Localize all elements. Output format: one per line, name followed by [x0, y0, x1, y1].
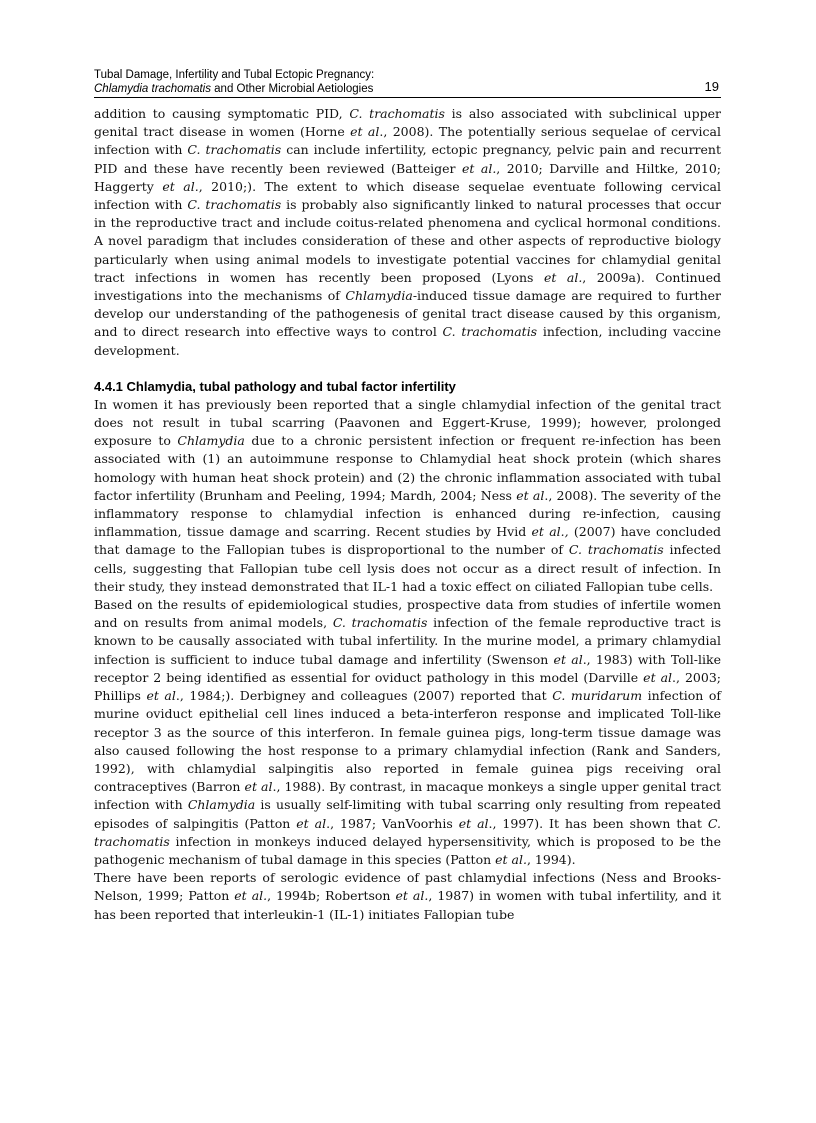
- text-run: , 2010;). The extent to which disease sequelae eventuate following cervical infection with: [94, 178, 721, 213]
- text-run: infection of murine oviduct epithelial cell lines induced a beta-interferon response and implicated Toll-like receptor 3 as the source of this interferon. In female guinea pigs, long-term tissue damage was also caused following the host response to a primary chlamydial infection (Rank and Sanders, 1992), with chlamydial salpingitis also reported in female guinea pigs receiving oral contraceptives (Barron: [94, 688, 721, 795]
- italic-term: C. muridarum: [552, 688, 643, 704]
- text-run: due to a chronic persistent infection or frequent re-infection has been associated with (1) an autoimmune response to Chlamydial heat shock protein (which shares homology with human heat shock protein) and (2) the chronic inflammation associated with tubal factor infertility (Brunham and Peeling, 1994; Mardh, 2004; Ness: [94, 433, 722, 503]
- italic-term: et al: [553, 651, 583, 667]
- header-title-line1: Tubal Damage, Infertility and Tubal Ectopic Pregnancy:: [94, 69, 375, 81]
- italic-term: et al: [458, 815, 489, 831]
- italic-term: C. trachomatis: [442, 324, 538, 340]
- text-run: infected cells, suggesting that Fallopian tube cell lysis does not occur as a direct result of infection. In their study, they instead demonstrated that IL-1 had a toxic effect on ciliated Fallopian tube cells.: [94, 542, 722, 594]
- italic-term: Chlamydia: [187, 797, 256, 813]
- header-divider: [94, 97, 721, 98]
- text-run: is usually self-limiting with tubal scarring only resulting from repeated episodes of salpingitis (Patton: [94, 797, 721, 831]
- paragraph: [94, 869, 721, 924]
- text-run: , 1987) in women with tubal infertility, and it has been reported that interleukin-1 (IL-1) initiates Fallopian tube: [94, 888, 721, 922]
- text-run: , 2009a). Continued investigations into the mechanisms of: [94, 269, 722, 304]
- text-run: -induced tissue damage are required to further develop our understanding of the pathogenesis of genital tract disease caused by this organism, and to direct research into effective ways to control: [94, 288, 722, 340]
- header-title-line2: [94, 82, 721, 96]
- text-run: In women it has previously been reported that a single chlamydial infection of the genital tract does not result in tubal scarring (Paavonen and Eggert-Kruse, 1999); however, prolonged exposure to: [94, 396, 721, 449]
- text-run: ., 1987; VanVoorhis: [326, 815, 459, 831]
- text-run: Based on the results of epidemiological studies, prospective data from studies of infertile women and on results from animal models,: [94, 597, 721, 631]
- text-run: (2007) have concluded that damage to the Fallopian tubes is disproportional to the number of: [94, 524, 721, 558]
- text-run: is probably also significantly linked to natural processes that occur in the reproductive tract and include coitus-related phenomena and cyclical hormonal conditions. A novel paradigm that includes consideration of these and other aspects of reproductive biology particularly when using animal models to investigate potential vaccines for chlamydial genital tract infections in women has recently been proposed (Lyons: [94, 197, 721, 285]
- italic-term: C. trachomatis: [349, 106, 445, 121]
- text-run: There have been reports of serologic evidence of past chlamydial infections (Ness and Brooks-Nelson, 1999; Patton: [94, 870, 721, 904]
- italic-term: C. trachomatis: [94, 815, 721, 849]
- italic-term: Chlamydia: [345, 288, 413, 304]
- italic-term: et al.: [234, 888, 268, 904]
- italic-term: C. trachomatis: [187, 142, 282, 158]
- running-header: [94, 68, 721, 98]
- paragraph: [94, 596, 721, 869]
- italic-term: et al.: [543, 269, 583, 285]
- italic-term: et al.: [162, 178, 199, 194]
- italic-term: C. trachomatis: [568, 542, 664, 558]
- text-run: , 1994).: [526, 851, 576, 867]
- text-run: infection, including vaccine development.: [94, 324, 721, 358]
- text-run: infection in monkeys induced delayed hypersensitivity, which is proposed to be the pathogenic mechanism of tubal damage in this species (Patton: [94, 833, 721, 867]
- text-run: ., 1988). By contrast, in macaque monkeys a single upper genital tract infection with: [94, 779, 722, 813]
- paragraph: [94, 396, 721, 596]
- italic-term: et al: [350, 124, 380, 140]
- page-number: 19: [704, 79, 719, 94]
- italic-term: et al: [516, 487, 545, 503]
- text-run: ., 1997). It has been shown that: [488, 815, 708, 831]
- paragraph: [94, 105, 721, 360]
- text-run: , 2010; Darville and Hiltke, 2010; Haggerty: [94, 160, 721, 194]
- italic-term: et al.,: [531, 524, 569, 540]
- text-run: addition to causing symptomatic PID,: [94, 106, 350, 121]
- text-run: ., 2008). The severity of the inflammatory response to chlamydial infection is enhanced during re-infection, causing inflammation, tissue damage and scarring. Recent studies by Hvid: [94, 487, 721, 540]
- text-run: ., 2003; Phillips: [94, 669, 721, 704]
- text-run: can include infertility, ectopic pregnancy, pelvic pain and recurrent PID and these have recently been reviewed (Batteiger: [94, 142, 721, 176]
- header-title-rest: and Other Microbial Aetiologies: [210, 83, 374, 95]
- italic-term: et al.: [495, 851, 527, 867]
- text-run: ., 1983) with Toll-like receptor 2 being identified as essential for oviduct pathology in this model (Darville: [94, 651, 721, 685]
- text-run: , 1994b; Robertson: [267, 888, 396, 904]
- text-run: ., 2008). The potentially serious sequelae of cervical infection with: [94, 124, 721, 158]
- text-run: ., 1984;). Derbigney and colleagues (2007) reported that: [175, 688, 553, 704]
- header-title-organism: Chlamydia trachomatis: [94, 83, 211, 95]
- section-heading: 4.4.1 Chlamydia, tubal pathology and tubal factor infertility: [94, 378, 456, 394]
- spacer: [94, 360, 721, 378]
- italic-term: et al.: [395, 888, 429, 904]
- italic-term: et al: [244, 779, 273, 795]
- body-text: [94, 105, 721, 924]
- italic-term: et al: [643, 669, 673, 685]
- italic-term: C. trachomatis: [332, 615, 428, 631]
- italic-term: et al: [146, 688, 176, 704]
- italic-term: C. trachomatis: [187, 197, 282, 213]
- italic-term: et al.: [461, 160, 497, 176]
- italic-term: Chlamydia: [177, 433, 245, 449]
- italic-term: et al: [296, 815, 327, 831]
- text-run: infection of the female reproductive tract is known to be causally associated with tubal infertility. In the murine model, a primary chlamydial infection is sufficient to induce tubal damage and infertility (Swenson: [94, 615, 721, 667]
- text-run: is also associated with subclinical upper genital tract disease in women (Horne: [94, 106, 721, 140]
